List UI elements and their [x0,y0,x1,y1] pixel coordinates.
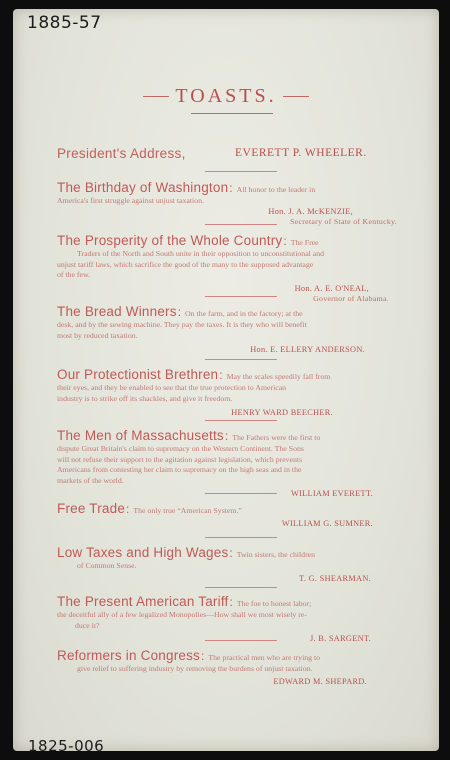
toast-text: The foe to honest labor; [236,599,312,608]
toast-item [57,306,407,355]
toast-text: America's first struggle against unjust taxation. [57,196,204,205]
opening-address [57,146,417,161]
toast-attribution: WILLIAM G. SUMNER. [281,519,373,528]
toast-title: Reformers in Congress [57,648,200,663]
toast-text: Traders of the North and South unite in their opposition to unconstitutional and [77,249,325,258]
toast-separator: : [229,546,233,560]
toast-item [57,235,407,303]
toast-text: Americans from contesting her claim to supremacy on the high seas and in the [57,465,302,474]
divider [205,296,277,297]
title-underline [191,113,273,114]
toast-title: Free Trade [57,501,126,516]
toast-text: will not refuse their support to the agitation against legislation, which prevents [57,454,303,464]
title-rule-left [143,96,169,97]
toast-text: give relief to suffering industry by removing the burdens of unjust taxation. [77,664,313,673]
toast-separator: : [283,234,287,248]
toast-attribution-title: Secretary of State of Kentucky. [290,216,397,226]
toast-text: of Common Sense. [77,561,137,570]
toast-text: most by reduced taxation. [57,330,138,340]
title-rule-right [283,96,309,97]
toast-attribution-title: Governor of Alabama. [313,293,389,303]
toast-item [57,182,407,226]
toast-item [57,547,407,584]
toast-text: industry is to strike off its shackles, and give it freedom. [57,393,233,403]
toast-attribution: Hon. A. E. O'NEAL, [294,283,369,293]
toast-attribution: Hon. J. A. McKENZIE, [268,206,353,216]
toast-title: The Men of Massachusetts [57,428,224,443]
toast-separator: : [229,181,233,195]
toast-item [57,650,407,687]
toast-item [57,503,407,529]
toast-attribution: T. G. SHEARMAN. [299,573,371,583]
opening-speaker: EVERETT P. WHEELER. [235,147,367,159]
toast-text: The only true “American System.” [133,506,242,515]
menu-content [13,9,439,751]
toast-separator: : [201,649,205,663]
handwritten-annotation-top: 1885-57 [27,13,102,33]
toast-text: The practical men who are trying to [208,653,321,662]
menu-card [13,9,439,751]
toast-text: desk, and by the sewing machine. They pay the taxes. It is they who will benefit [57,320,307,329]
toast-text: dispute Great Britain's claim to supremacy on the Western Continent. The Sons [57,444,304,453]
toast-attribution: J. B. SARGENT. [310,634,371,643]
opening-label: President's Address, [57,146,186,161]
toast-separator: : [224,429,229,443]
toast-text: duce it? [75,620,100,630]
toast-attribution: WILLIAM EVERETT. [290,489,373,498]
divider [205,493,277,494]
toast-text: unjust tariff laws, which sacrifice the good of the many to the supposed advantage [57,259,314,269]
toast-text: May the scales speedily fall from [226,372,331,381]
divider [205,587,277,588]
divider [205,224,277,225]
toast-separator: : [126,502,130,516]
toast-text: The Free [290,238,319,247]
divider [205,640,277,641]
divider [205,171,277,172]
toast-text: On the farm, and in the factory; at the [185,309,303,318]
title-row [13,85,439,108]
divider [205,359,277,360]
page-title: TOASTS. [175,85,277,107]
toast-text: markets of the world. [57,475,124,485]
toast-title: The Bread Winners [57,304,177,319]
toast-title: The Prosperity of the Whole Country [57,233,283,248]
handwritten-annotation-bottom: 1825-006 [28,737,105,751]
toast-title: Our Protectionist Brethren [57,367,219,382]
toast-item [57,369,407,418]
divider [205,537,277,538]
toast-text: of the few. [57,270,91,279]
toast-title: The Birthday of Washington [57,180,229,195]
toast-text: Twin sisters, the children [236,550,316,559]
toast-text: The Fathers were the first to [232,433,321,442]
toast-title: The Present American Tariff [57,594,229,609]
toast-text: the deceitful ally of a few legalized Monopolies—How shall we most wisely re- [57,610,307,619]
toast-title: Low Taxes and High Wages [57,545,229,560]
toast-separator: : [229,595,233,609]
toast-item [57,430,407,499]
toast-attribution: Hon. E. ELLERY ANDERSON. [250,345,365,354]
divider [205,420,277,421]
toast-text: their eyes, and they be enabled to see that the true protection to American [57,383,287,392]
toast-separator: : [177,305,182,319]
toast-text: All honor to the leader in [236,185,316,194]
toast-attribution: EDWARD M. SHEPARD. [273,676,367,686]
toast-separator: : [219,368,223,382]
toast-attribution: HENRY WARD BEECHER. [231,408,333,417]
toast-item [57,596,407,644]
